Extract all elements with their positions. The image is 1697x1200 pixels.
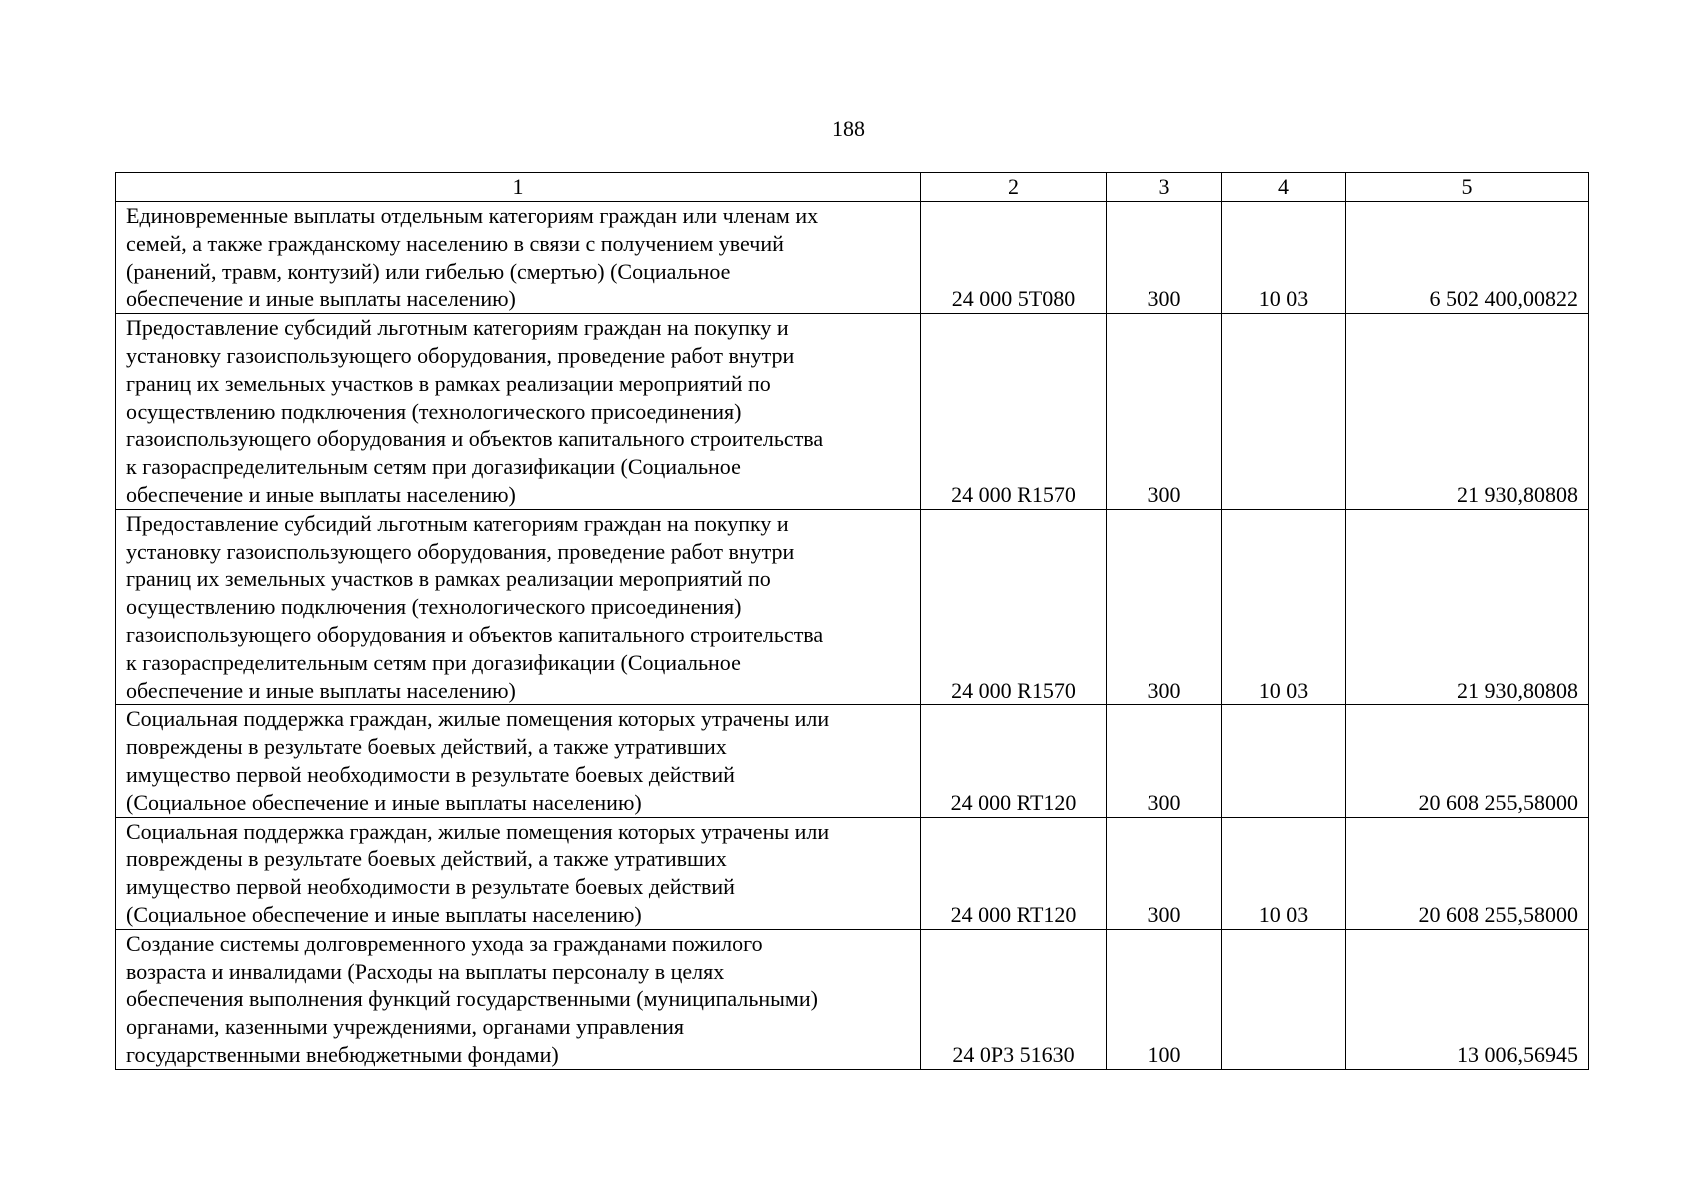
row-description: Предоставление субсидий льготным категориям граждан на покупку и установку газоиспользующего оборудования, проведение работ внутри границ их земельных участков в рамках реализации мероприятий по осуществлению подключения (технологического присоединения) газоиспользующего оборудования и объектов капитального строительства к газораспределительным сетям при догазификации (Социальное обеспечение и иные выплаты населению) <box>116 314 921 510</box>
row-target-code: 24 000 R1570 <box>921 509 1107 705</box>
row-description: Социальная поддержка граждан, жилые помещения которых утрачены или повреждены в результате боевых действий, а также утративших имущество первой необходимости в результате боевых действий (Социальное обеспечение и иные выплаты населению) <box>116 817 921 929</box>
row-section-code: 10 03 <box>1222 202 1346 314</box>
row-amount: 20 608 255,58000 <box>1346 817 1589 929</box>
header-row <box>116 173 1589 202</box>
row-target-code: 24 0Р3 51630 <box>921 929 1107 1069</box>
table-row <box>116 929 1589 1069</box>
row-expense-type: 300 <box>1107 202 1222 314</box>
row-section-code <box>1222 705 1346 817</box>
row-section-code <box>1222 314 1346 510</box>
row-description: Создание системы долговременного ухода за гражданами пожилого возраста и инвалидами (Расходы на выплаты персоналу в целях обеспечения выполнения функций государственными (муниципальными) органами, казенными учреждениями, органами управления государственными внебюджетными фондами) <box>116 929 921 1069</box>
row-expense-type: 300 <box>1107 817 1222 929</box>
row-description: Предоставление субсидий льготным категориям граждан на покупку и установку газоиспользующего оборудования, проведение работ внутри границ их земельных участков в рамках реализации мероприятий по осуществлению подключения (технологического присоединения) газоиспользующего оборудования и объектов капитального строительства к газораспределительным сетям при догазификации (Социальное обеспечение и иные выплаты населению) <box>116 509 921 705</box>
header-col-3: 3 <box>1107 173 1222 202</box>
row-target-code: 24 000 RT120 <box>921 705 1107 817</box>
row-description: Единовременные выплаты отдельным категориям граждан или членам их семей, а также гражданскому населению в связи с получением увечий (ранений, травм, контузий) или гибелью (смертью) (Социальное обеспечение и иные выплаты населению) <box>116 202 921 314</box>
header-col-5: 5 <box>1346 173 1589 202</box>
row-expense-type: 300 <box>1107 314 1222 510</box>
row-expense-type: 300 <box>1107 509 1222 705</box>
row-expense-type: 100 <box>1107 929 1222 1069</box>
row-section-code: 10 03 <box>1222 509 1346 705</box>
table-row <box>116 817 1589 929</box>
row-amount: 21 930,80808 <box>1346 314 1589 510</box>
table-row <box>116 509 1589 705</box>
header-col-2: 2 <box>921 173 1107 202</box>
row-amount: 21 930,80808 <box>1346 509 1589 705</box>
table-row <box>116 202 1589 314</box>
header-col-1: 1 <box>116 173 921 202</box>
row-amount: 20 608 255,58000 <box>1346 705 1589 817</box>
table-row <box>116 705 1589 817</box>
page-number: 188 <box>832 116 865 141</box>
row-section-code <box>1222 929 1346 1069</box>
row-target-code: 24 000 5Т080 <box>921 202 1107 314</box>
row-section-code: 10 03 <box>1222 817 1346 929</box>
row-expense-type: 300 <box>1107 705 1222 817</box>
row-description: Социальная поддержка граждан, жилые помещения которых утрачены или повреждены в результате боевых действий, а также утративших имущество первой необходимости в результате боевых действий (Социальное обеспечение и иные выплаты населению) <box>116 705 921 817</box>
row-amount: 6 502 400,00822 <box>1346 202 1589 314</box>
row-target-code: 24 000 R1570 <box>921 314 1107 510</box>
budget-table <box>115 172 1589 1070</box>
header-col-4: 4 <box>1222 173 1346 202</box>
row-target-code: 24 000 RT120 <box>921 817 1107 929</box>
table-row <box>116 314 1589 510</box>
row-amount: 13 006,56945 <box>1346 929 1589 1069</box>
